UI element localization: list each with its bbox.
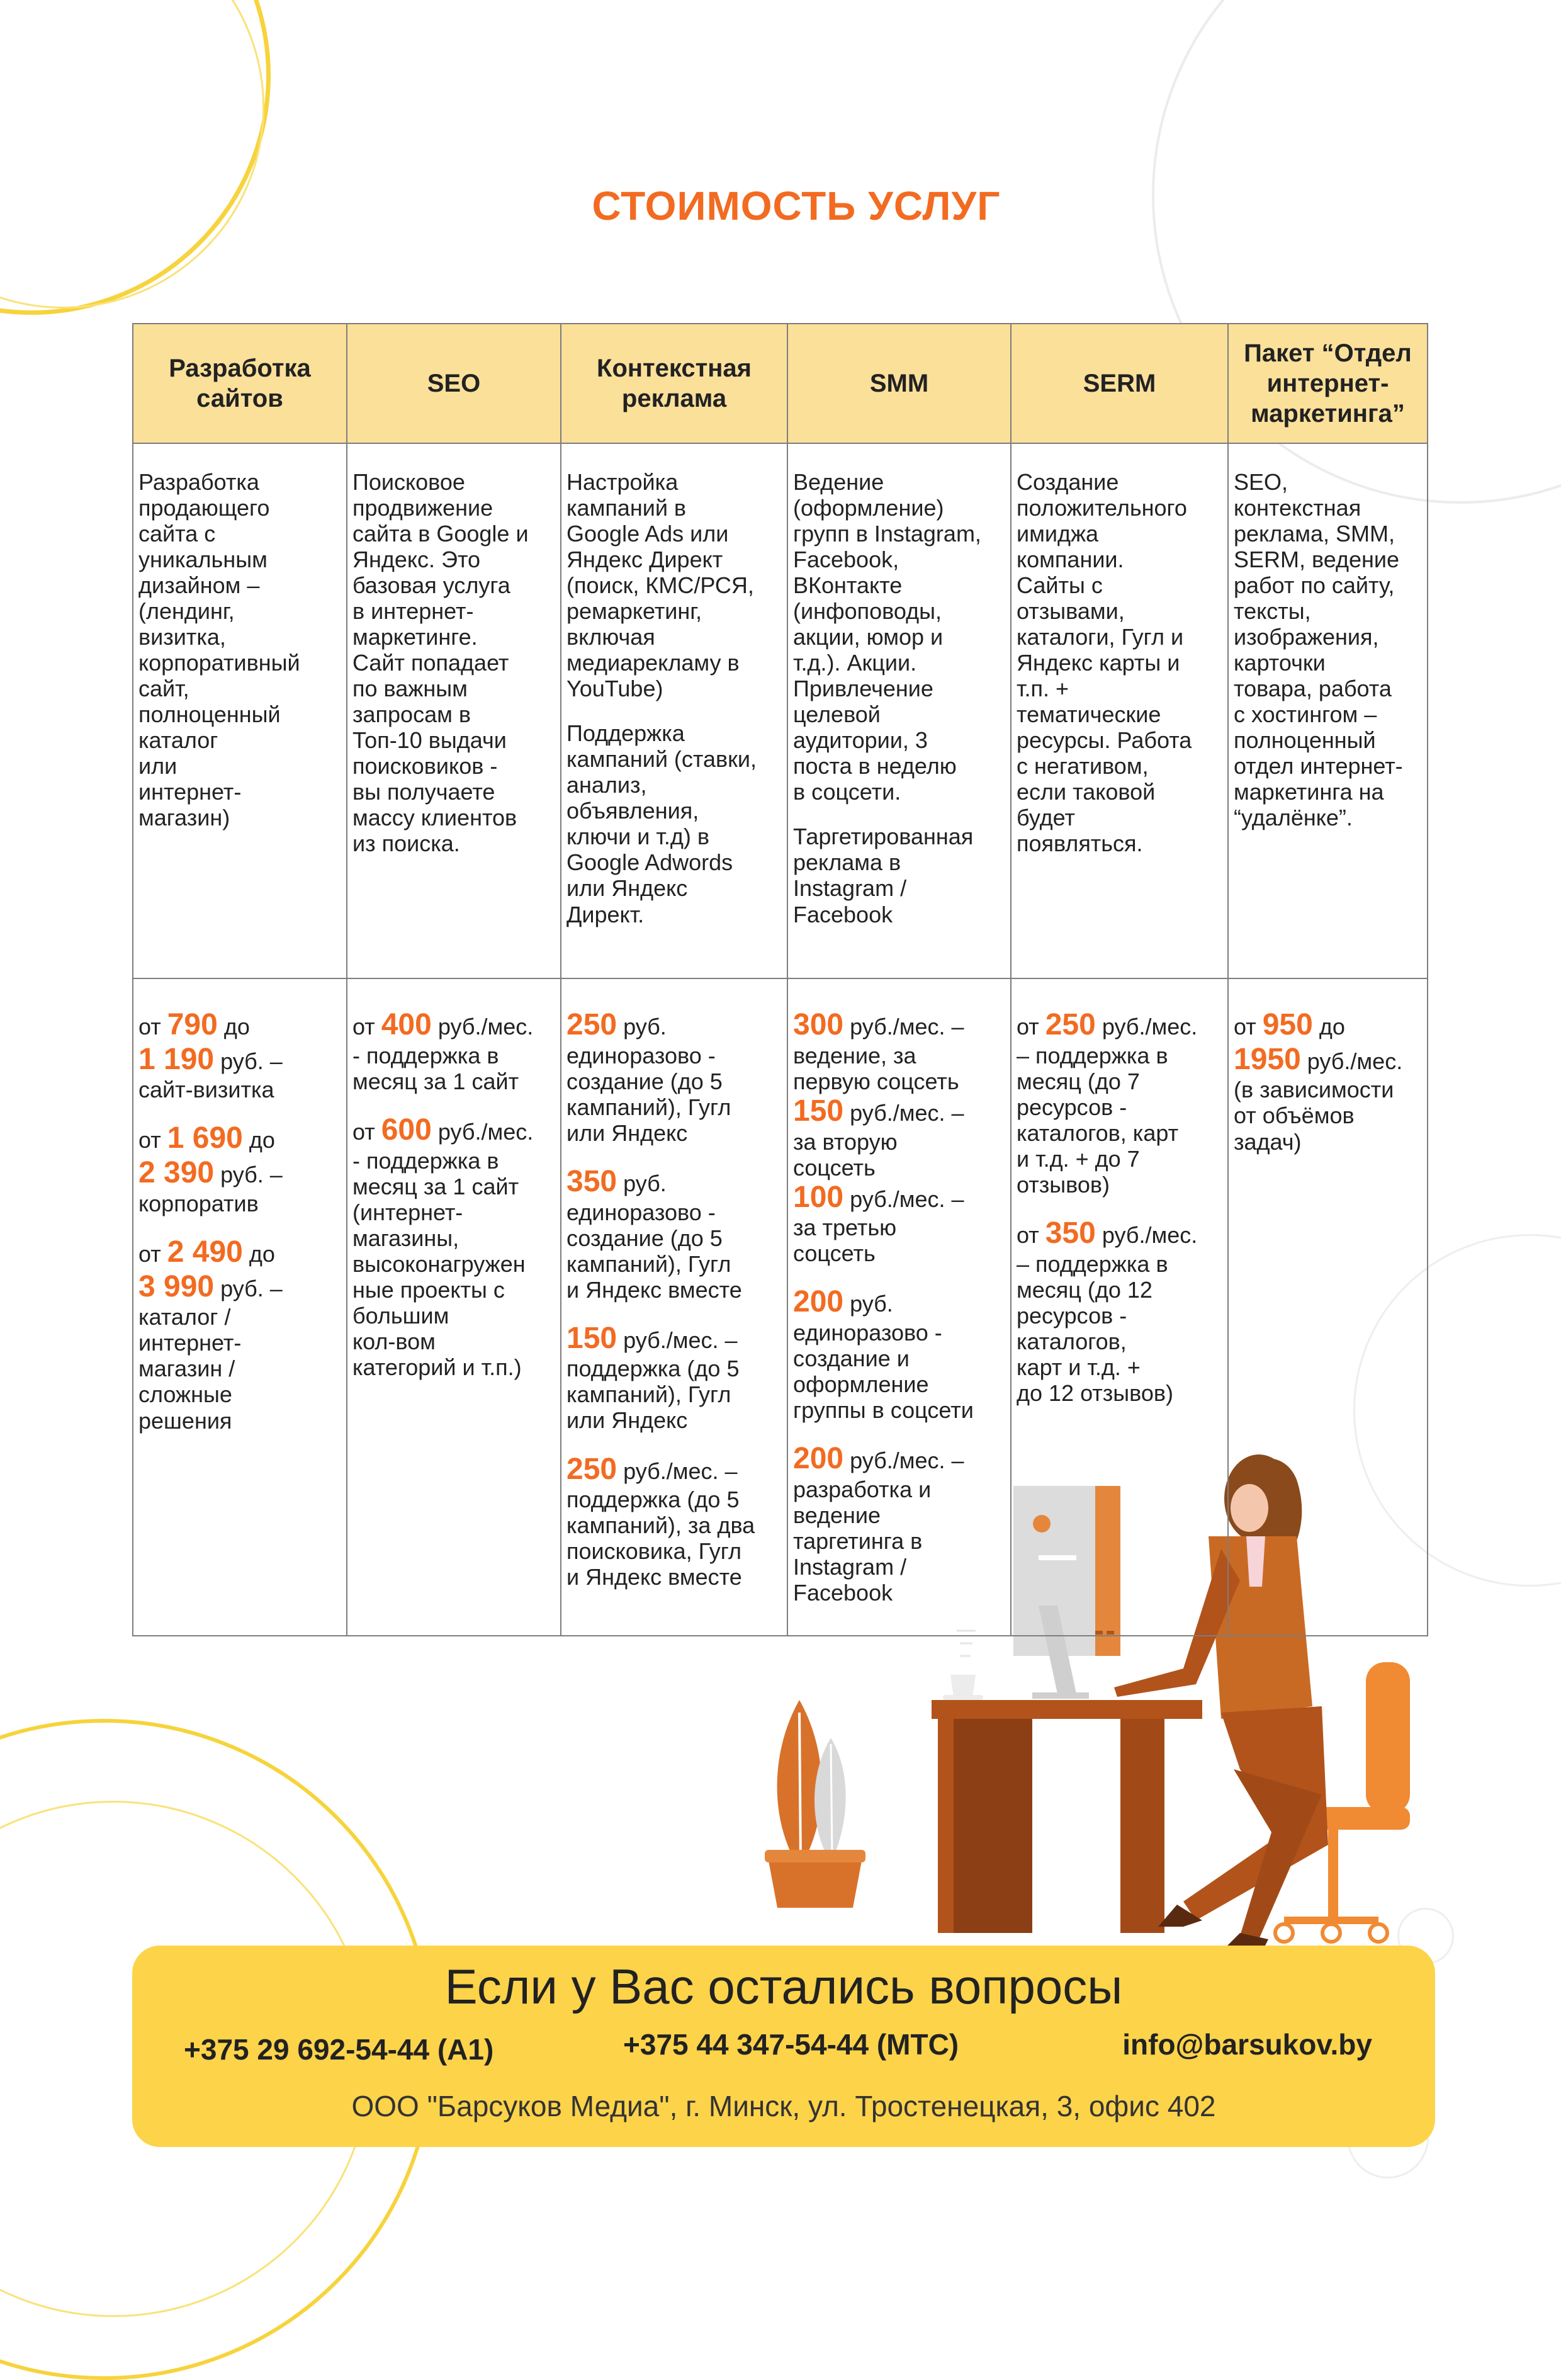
price-value: 2 390 [138, 1156, 215, 1190]
price-item: 200 руб./мес. – разработка и ведение таргетинга в Instagram / Facebook [793, 1442, 964, 1606]
price-item: от 250 руб./мес. – поддержка в месяц (до 7 ресурсов - каталогов, карт и т.д. + до 7 отзывов) [1017, 1008, 1198, 1198]
price-cell-context [561, 978, 787, 1636]
price-value: 300 [793, 1008, 844, 1041]
price-value: 250 [566, 1008, 617, 1041]
description-cell [133, 443, 347, 978]
price-item: 300 руб./мес. – ведение, за первую соцсеть 150 руб./мес. – за вторую соцсеть 100 руб./мес. – за третью соцсеть [793, 1008, 964, 1267]
price-value: 400 [381, 1008, 432, 1041]
column-header: Пакет “Отдел интернет-маркетинга” [1228, 324, 1428, 443]
price-item: от 1 690 до 2 390 руб. – корпоратив [138, 1121, 283, 1216]
description-text: Разработка продающего сайта с уникальным дизайном – (лендинг, визитка, корпоративный сайт, полноценный каталог или интернет- магазин) [138, 469, 300, 831]
price-item: от 400 руб./мес. - поддержка в месяц за 1 сайт [352, 1008, 534, 1094]
plant-icon [765, 1700, 865, 1908]
contact-footer [132, 1946, 1435, 2147]
price-item: 200 руб. единоразово - создание и оформление группы в соцсети [793, 1285, 974, 1424]
price-cell-package [1228, 978, 1428, 1636]
description-text: Настройка кампаний в Google Ads или Яндекс Директ (поиск, КМС/РСЯ, ремаркетинг, включая медиарекламу в YouTube) [566, 469, 754, 702]
price-value: 2 490 [167, 1235, 243, 1269]
price-item: от 350 руб./мес. – поддержка в месяц (до 12 ресурсов - каталогов, карт и т.д. + до 12 отзывов) [1017, 1216, 1198, 1406]
price-value: 200 [793, 1285, 844, 1319]
price-value: 1950 [1234, 1042, 1301, 1076]
price-cell-web [133, 978, 347, 1636]
description-text: Поддержка кампаний (ставки, анализ, объявления, ключи и т.д) в Google Adwords или Яндекс Директ. [566, 720, 757, 927]
price-value: 350 [566, 1164, 617, 1198]
price-value: 250 [1045, 1008, 1096, 1041]
description-cell [347, 443, 561, 978]
price-value: 790 [167, 1008, 218, 1041]
description-text: Поисковое продвижение сайта в Google и Яндекс. Это базовая услуга в интернет- маркетинге. Сайт попадает по важным запросам в Топ-10 выдачи поисковиков - вы получаете массу клиентов из поиска. [352, 469, 529, 857]
table-header-row [133, 324, 1428, 443]
description-cell [1228, 443, 1428, 978]
price-item: от 2 490 до 3 990 руб. – каталог / интернет- магазин / сложные решения [138, 1235, 283, 1434]
description-text: Ведение (оформление) групп в Instagram, Facebook, ВКонтакте (инфоповоды, акции, юмор и т.д.). Акции. Привлечение целевой аудитории, 3 поста в неделю в соцсети. [793, 469, 981, 805]
price-table [132, 323, 1428, 1636]
cup-icon [943, 1631, 983, 1700]
description-text: Таргетированная реклама в Instagram / Facebook [793, 824, 974, 927]
description-cell [561, 443, 787, 978]
column-header: SMM [787, 324, 1011, 443]
table-row-prices [133, 978, 1428, 1636]
column-header: SEO [347, 324, 561, 443]
price-value: 1 190 [138, 1042, 215, 1076]
price-item: от 600 руб./мес. - поддержка в месяц за 1 сайт (интернет- магазины, высоконагружен ные проекты с большим кол-вом категорий и т.п.) [352, 1113, 534, 1380]
price-item: 350 руб. единоразово - создание (до 5 кампаний), Гугл и Яндекс вместе [566, 1164, 742, 1303]
price-value: 1 690 [167, 1121, 243, 1155]
price-value: 150 [793, 1094, 844, 1128]
price-item: от 950 до 1950 руб./мес. (в зависимости от объёмов задач) [1234, 1008, 1403, 1155]
price-value: 3 990 [138, 1269, 215, 1303]
column-header: Контекстная реклама [561, 324, 787, 443]
footer-heading: Если у Вас остались вопросы [444, 1959, 1123, 2014]
price-cell-smm [787, 978, 1011, 1636]
price-value: 100 [793, 1180, 844, 1214]
description-text: SEO, контекстная реклама, SMM, SERM, ведение работ по сайту, тексты, изображения, карточки товара, работа с хостингом – полноценный отдел интернет- маркетинга на “удалёнке”. [1234, 469, 1403, 831]
price-value: 250 [566, 1452, 617, 1486]
price-value: 950 [1262, 1008, 1313, 1041]
price-value: 600 [381, 1113, 432, 1147]
email-link[interactable]: info@barsukov.by [1122, 2028, 1372, 2061]
price-item: 150 руб./мес. – поддержка (до 5 кампаний), Гугл или Яндекс [566, 1321, 740, 1434]
price-cell-serm [1011, 978, 1228, 1636]
description-text: Создание положительного имиджа компании. Сайты с отзывами, каталоги, Гугл и Яндекс карты и т.п. + тематические ресурсы. Работа с негативом, если таковой будет появляться. [1017, 469, 1192, 857]
price-item: от 790 до 1 190 руб. – сайт-визитка [138, 1008, 283, 1103]
price-item: 250 руб. единоразово - создание (до 5 кампаний), Гугл или Яндекс [566, 1008, 731, 1146]
column-header: Разработка сайтов [133, 324, 347, 443]
column-header: SERM [1011, 324, 1228, 443]
price-value: 350 [1045, 1216, 1096, 1250]
price-value: 150 [566, 1321, 617, 1355]
price-cell-seo [347, 978, 561, 1636]
table-row-descriptions [133, 443, 1428, 978]
company-address: ООО "Барсуков Медиа", г. Минск, ул. Тростенецкая, 3, офис 402 [351, 2090, 1216, 2122]
decorative-ring [0, 0, 264, 309]
price-item: 250 руб./мес. – поддержка (до 5 кампаний), за два поисковика, Гугл и Яндекс вместе [566, 1452, 755, 1590]
page-title: СТОИМОСТЬ УСЛУГ [592, 183, 1001, 229]
description-cell [1011, 443, 1228, 978]
phone-mts[interactable]: +375 44 347-54-44 (МТС) [623, 2028, 959, 2061]
desk-icon [932, 1700, 1202, 1933]
phone-a1[interactable]: +375 29 692-54-44 (А1) [184, 2033, 494, 2066]
price-value: 200 [793, 1442, 844, 1476]
description-cell [787, 443, 1011, 978]
